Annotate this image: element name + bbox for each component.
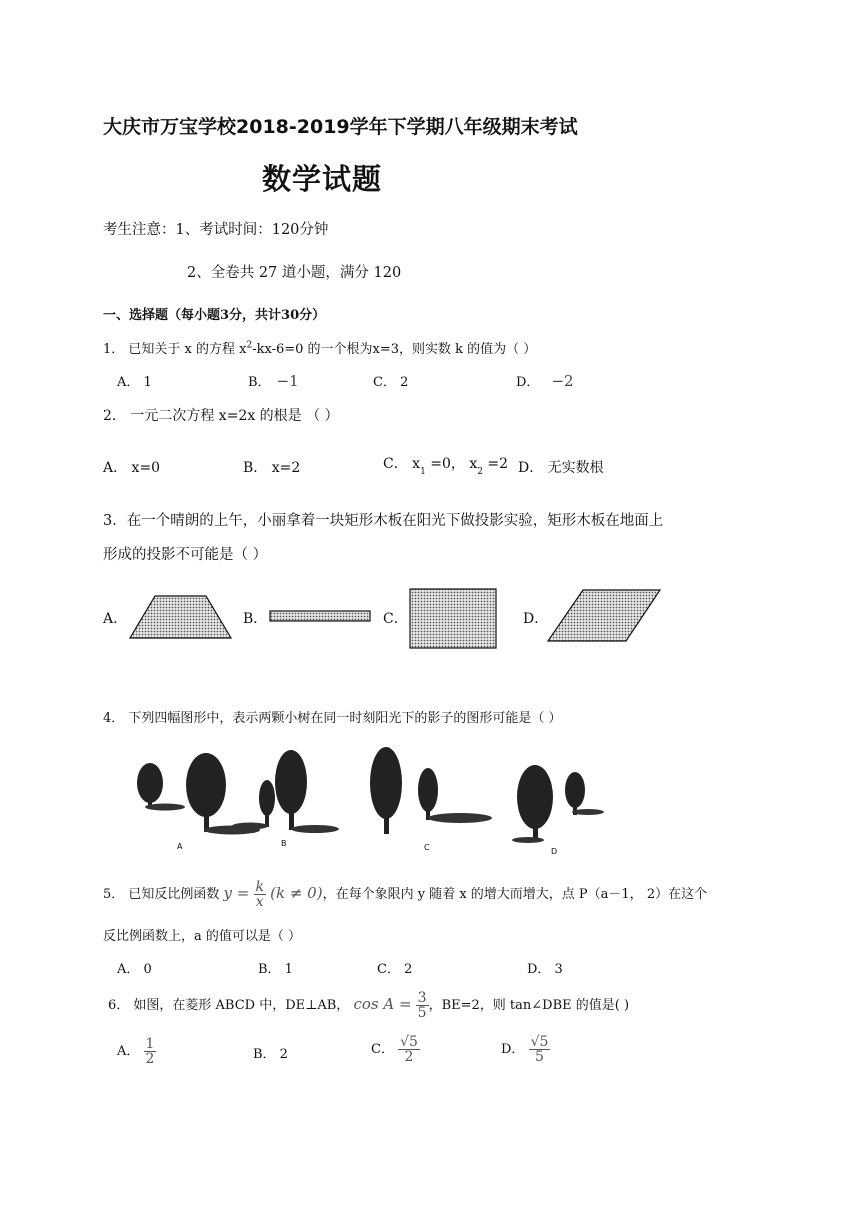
q3-option-d: D． [523, 611, 549, 627]
school-exam-line: 大庆市万宝学校2018-2019学年下学期八年级期末考试 [103, 116, 578, 138]
q5-option-b: B． 1 [258, 962, 293, 977]
q6-option-b: B． 2 [253, 1047, 288, 1062]
q6-option-c: C． $\frac{√5}{2}$ [371, 1034, 418, 1065]
notice-line-1: 考生注意：1、考试时间：120分钟 [103, 222, 329, 238]
q4-stem: 4． 下列四幅图形中，表示两颗小树在同一时刻阳光下的影子的图形可能是（ ） [103, 711, 562, 726]
tree-label-c: C [424, 843, 430, 852]
q3-stem-line-1: 3．在一个晴朗的上午，小丽拿着一块矩形木板在阳光下做投影实验，矩形木板在地面上 [103, 513, 664, 529]
q2-option-c: C． $x_1 =0$， $x_2 =2$ [383, 456, 509, 477]
section-heading: 一、选择题（每小题3分，共计30分） [103, 308, 326, 323]
q2-option-b: B． x=2 [243, 460, 301, 476]
tree-figure-b [232, 750, 339, 833]
q3-stem-line-2: 形成的投影不可能是（ ） [103, 547, 268, 563]
q5-stem-line-2: 反比例函数上，a 的值可以是（ ） [103, 929, 302, 944]
subject-title: 数学试题 [262, 162, 383, 196]
notice-line-2: 2、全卷共 27 道小题，满分 120 [187, 265, 402, 281]
q6-stem: 6． 如图，在菱形 ABCD 中，DE⊥AB， cos A = $\frac{3}{5}$ ，BE=2，则 tan∠DBE 的值是( ) [108, 990, 630, 1021]
tree-figure-c [370, 747, 492, 834]
q3-option-c: C． [383, 611, 408, 627]
q1-option-a: A． 1 [117, 375, 152, 390]
q5-option-d: D． 3 [527, 962, 563, 977]
tree-label-a: A [177, 842, 183, 851]
q5-option-a: A． 0 [117, 962, 152, 977]
q5-option-c: C． 2 [377, 962, 413, 977]
q2-option-d: D． 无实数根 [518, 460, 604, 476]
q2-option-a: A． x=0 [103, 460, 161, 476]
tree-label-d: D [551, 847, 558, 856]
q2-stem: 2． 一元二次方程 x=2x 的根是 （ ） [103, 408, 339, 424]
tree-figure-d [512, 765, 604, 843]
tree-figure-a [137, 753, 260, 835]
tree-label-b: B [281, 839, 287, 848]
q3-option-a: A． [103, 611, 128, 627]
q1-option-b: B． −1 [248, 372, 299, 390]
q3-option-b: B． [243, 611, 268, 627]
q6-option-d: D． $\frac{√5}{5}$ [501, 1034, 549, 1065]
q5-stem: 5． 已知反比例函数 y = $\frac{k}{x}$ (k ≠ 0)，在每个象限内 y 随着 x 的增大而增大，点 P（a－1， 2）在这个 [103, 879, 708, 910]
q6-option-a: A． $\frac{1}{2}$ [117, 1036, 155, 1067]
q1-option-c: C． 2 [373, 375, 409, 390]
q1-option-d: D． −2 [516, 372, 574, 390]
q1-stem: 1． 已知关于 x 的方程 $x^2-kx-6=0$ 的一个根为x=3，则实数 k 的值为（ ） [103, 340, 537, 357]
